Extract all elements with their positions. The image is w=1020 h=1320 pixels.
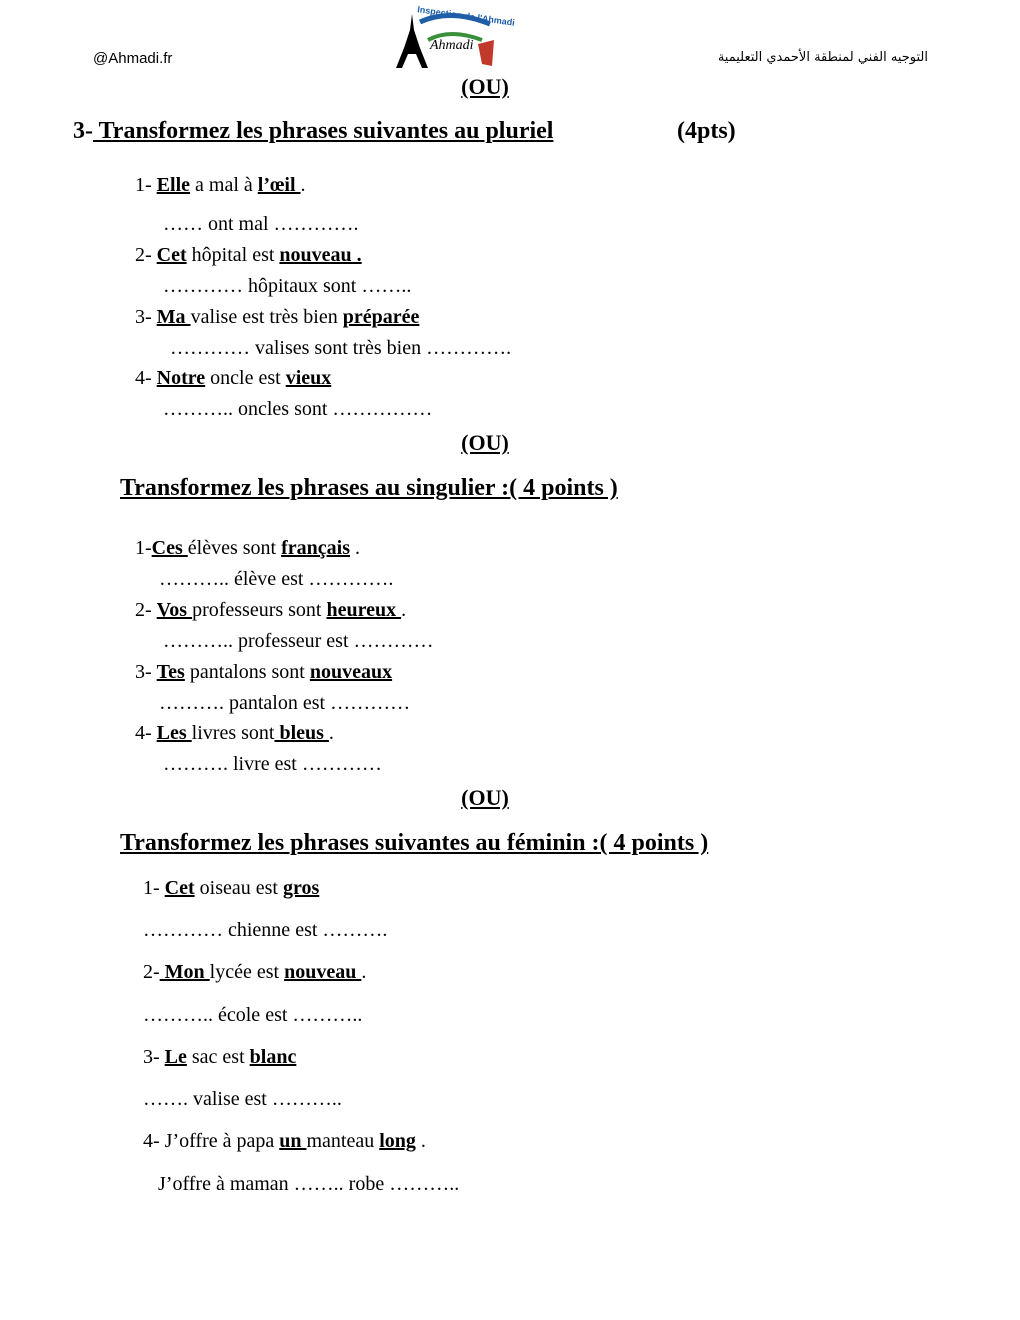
s2-item-2: 2- Vos professeurs sont heureux . [135, 599, 407, 621]
arabic-header: التوجيه الفني لمنطقة الأحمدي التعليمية [717, 50, 928, 65]
s1-answer-3: ………… valises sont très bien …………. [170, 337, 512, 359]
logo [390, 4, 516, 70]
s2-item-3: 3- Tes pantalons sont nouveaux [135, 661, 393, 683]
logo-top-text: Inspection de l'Ahmadi [416, 4, 516, 28]
s1-answer-2: ………… hôpitaux sont …….. [163, 275, 412, 297]
section1-points: (4pts) [677, 118, 736, 144]
s2-answer-3: ………. pantalon est ………… [159, 692, 411, 714]
s2-answer-1: ……….. élève est …………. [159, 568, 394, 590]
s3-answer-1: ………… chienne est ………. [143, 919, 388, 941]
ou-label: (OU) [461, 785, 509, 810]
s3-answer-3: ……. valise est ……….. [143, 1088, 342, 1110]
s1-answer-4: ……….. oncles sont …………… [163, 398, 433, 420]
s3-item-4: 4- J’offre à papa un manteau long . [143, 1130, 426, 1152]
s3-answer-2: ……….. école est ……….. [143, 1004, 363, 1026]
s3-item-1: 1- Cet oiseau est gros [143, 877, 320, 899]
section2-title: Transformez les phrases au singulier :( 4 points ) [120, 475, 618, 501]
s2-item-4: 4- Les livres sont bleus . [135, 722, 334, 744]
s1-item-3: 3- Ma valise est très bien préparée [135, 306, 420, 328]
ou-label: (OU) [461, 74, 509, 99]
s3-item-3: 3- Le sac est blanc [143, 1046, 297, 1068]
s3-answer-4: J’offre à maman …….. robe ……….. [158, 1173, 460, 1195]
s2-answer-2: ……….. professeur est ………… [163, 630, 434, 652]
s2-answer-4: ………. livre est ………… [163, 753, 382, 775]
section3-title: Transformez les phrases suivantes au féminin :( 4 points ) [120, 830, 709, 856]
s2-item-1: 1-Ces élèves sont français . [135, 537, 360, 559]
section1-number: 3- [73, 118, 93, 144]
s1-item-1: 1- Elle a mal à l’œil . [135, 174, 306, 196]
s1-answer-1: …… ont mal …………. [163, 213, 359, 235]
s1-item-2: 2- Cet hôpital est nouveau . [135, 244, 362, 266]
section1-title-text: Transformez les phrases suivantes au pluriel [93, 118, 554, 144]
site-handle: @Ahmadi.fr [93, 50, 173, 67]
ou-label: (OU) [461, 430, 509, 455]
logo-main-text: Ahmadi [430, 38, 474, 53]
s3-item-2: 2- Mon lycée est nouveau . [143, 961, 367, 983]
section1-title [73, 118, 553, 145]
s1-item-4: 4- Notre oncle est vieux [135, 367, 332, 389]
